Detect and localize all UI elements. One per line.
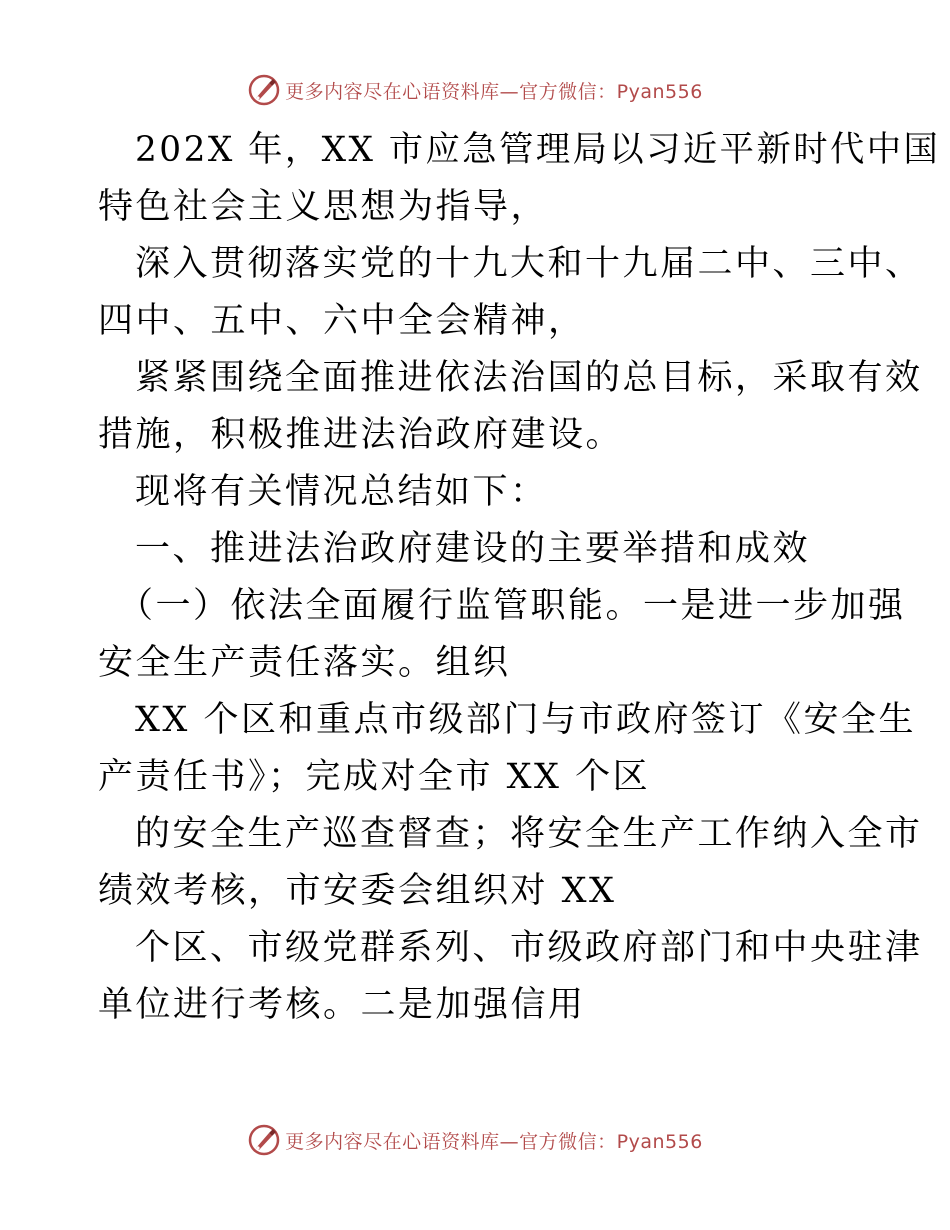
paragraph-line: 安全生产责任落实。组织 [98, 643, 511, 683]
paragraph-line: 产责任书》；完成对全市 XX 个区 [98, 757, 651, 797]
header-promo-text: 更多内容尽在心语资料库—官方微信：Pyan556 [285, 80, 703, 103]
paragraph-line: 措施，积极推进法治政府建设。 [98, 415, 624, 455]
paragraph-line: 绩效考核，市安委会组织对 XX [98, 871, 617, 911]
paragraph-line: 单位进行考核。二是加强信用 [98, 985, 586, 1025]
paragraph-line: 现将有关情况总结如下： [135, 472, 548, 512]
paragraph-line: 特色社会主义思想为指导， [98, 187, 549, 227]
paragraph-line: 202X 年，XX 市应急管理局以习近平新时代中国 [135, 130, 941, 170]
pen-logo-icon [247, 1123, 281, 1157]
paragraph-line: 紧紧围绕全面推进依法治国的总目标，采取有效 [135, 358, 923, 398]
paragraph-line: （一）依法全面履行监管职能。一是进一步加强 [118, 586, 906, 626]
paragraph-line: 四中、五中、六中全会精神， [98, 301, 586, 341]
paragraph-line: 个区、市级党群系列、市级政府部门和中央驻津 [135, 928, 923, 968]
header-promo-banner [0, 70, 950, 110]
footer-promo-text: 更多内容尽在心语资料库—官方微信：Pyan556 [285, 1130, 703, 1153]
paragraph-line: 深入贯彻落实党的十九大和十九届二中、三中、 [135, 244, 923, 284]
pen-logo-icon [247, 73, 281, 107]
paragraph-line: XX 个区和重点市级部门与市政府签订《安全生 [135, 700, 916, 740]
paragraph-line: 的安全生产巡查督查；将安全生产工作纳入全市 [135, 814, 923, 854]
section-heading: 一、推进法治政府建设的主要举措和成效 [135, 529, 811, 569]
footer-promo-banner [0, 1120, 950, 1160]
